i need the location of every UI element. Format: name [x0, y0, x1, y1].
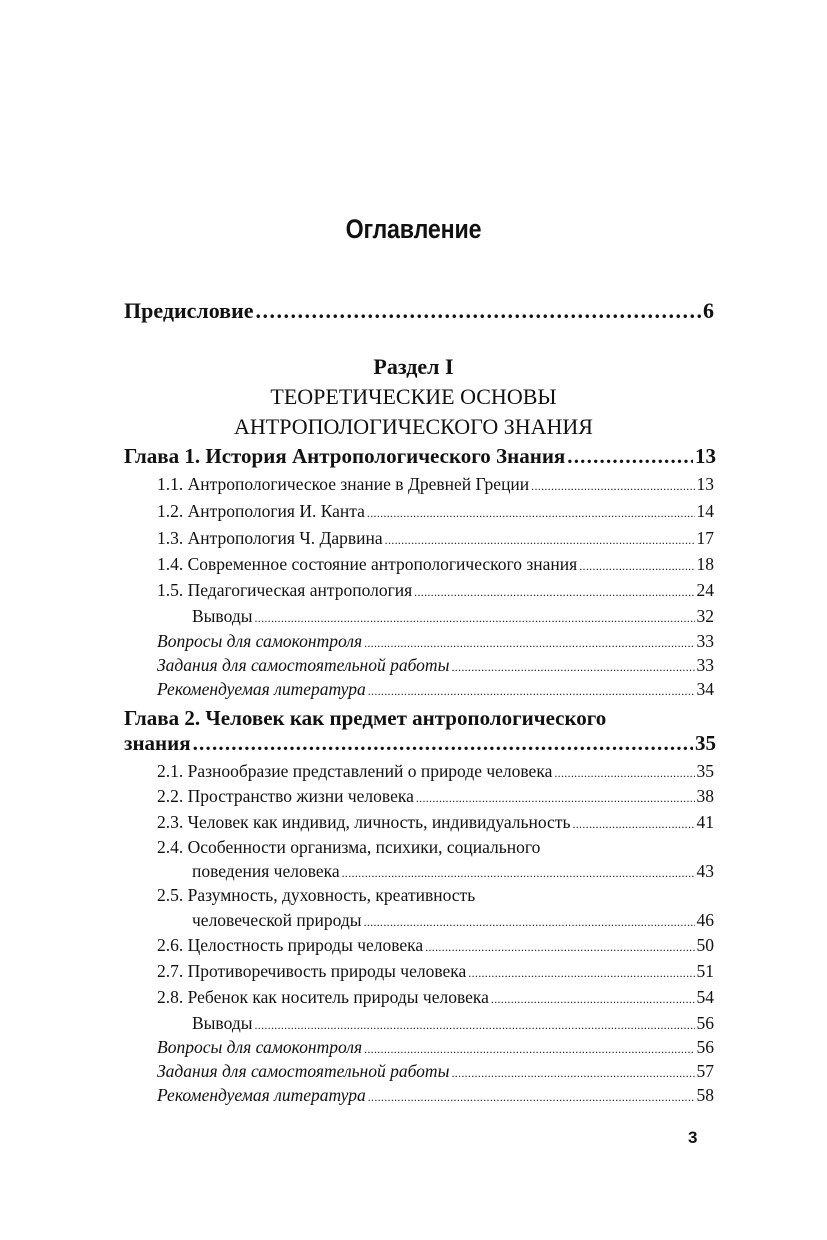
- toc-label: 1.5. Педагогическая антропология: [157, 580, 413, 600]
- dot-leader: [531, 479, 694, 494]
- dot-leader: [193, 731, 693, 756]
- dot-leader: [572, 817, 694, 832]
- toc-entry-2-6[interactable]: [157, 935, 714, 956]
- toc-entry-2-5-line1[interactable]: 2.5. Разумность, духовность, креативность: [157, 885, 476, 905]
- toc-label: Глава 1. История Антропологического Знания: [124, 444, 566, 468]
- toc-label: Рекомендуемая литература: [157, 679, 366, 699]
- dot-leader: [342, 866, 695, 881]
- toc-page-number: 56: [696, 1037, 714, 1057]
- toc-label: Задания для самостоятельной работы: [157, 1061, 450, 1081]
- dot-leader: [368, 684, 695, 699]
- toc-label: Предисловие: [124, 298, 254, 323]
- toc-page-number: 51: [696, 961, 714, 981]
- toc-entry-1-2[interactable]: [157, 501, 714, 522]
- toc-label: человеческой природы: [192, 910, 362, 930]
- section-title-line2: АНТРОПОЛОГИЧЕСКОГО ЗНАНИЯ: [234, 414, 593, 439]
- toc-label: 2.7. Противоречивость природы человека: [157, 961, 467, 981]
- toc-page-number: 6: [703, 298, 714, 323]
- toc-page-number: 41: [696, 812, 714, 832]
- toc-label: поведения человека: [192, 861, 340, 881]
- toc-entry-1-3[interactable]: [157, 528, 714, 549]
- section-number: Раздел I: [373, 354, 454, 379]
- toc-label: 2.2. Пространство жизни человека: [157, 786, 414, 806]
- toc-entry-ch1-conclusions[interactable]: [192, 606, 714, 627]
- toc-entry-ch2-questions[interactable]: [157, 1037, 714, 1058]
- dot-leader: [368, 1090, 695, 1105]
- toc-label: Вопросы для самоконтроля: [157, 1037, 363, 1057]
- section-title-line1: ТЕОРЕТИЧЕСКИЕ ОСНОВЫ: [270, 384, 557, 409]
- toc-label: Выводы: [192, 606, 253, 626]
- dot-leader: [367, 506, 695, 521]
- toc-page-number: 58: [696, 1085, 714, 1105]
- section-heading: [0, 352, 827, 442]
- toc-entry-ch2-tasks[interactable]: [157, 1061, 714, 1082]
- toc-entry-ch2-literature[interactable]: [157, 1085, 714, 1106]
- toc-label: Задания для самостоятельной работы: [157, 655, 450, 675]
- dot-leader: [385, 533, 695, 548]
- toc-label: 2.6. Целостность природы человека: [157, 935, 424, 955]
- dot-leader: [364, 636, 694, 651]
- toc-page-number: 54: [696, 987, 714, 1007]
- dot-leader: [414, 585, 694, 600]
- dot-leader: [451, 1066, 694, 1081]
- toc-entry-ch2-conclusions[interactable]: [192, 1013, 714, 1034]
- toc-entry-1-4[interactable]: [157, 554, 714, 575]
- dot-leader: [425, 940, 694, 955]
- toc-page-number: 33: [696, 655, 714, 675]
- toc-entry-2-5[interactable]: [192, 910, 714, 931]
- toc-page-number: 17: [696, 528, 714, 548]
- dot-leader: [579, 559, 694, 574]
- toc-label: Рекомендуемая литература: [157, 1085, 366, 1105]
- toc-entry-1-1[interactable]: [157, 474, 714, 495]
- toc-entry-2-8[interactable]: [157, 987, 714, 1008]
- toc-page-number: 56: [696, 1013, 714, 1033]
- toc-entry-ch1-questions[interactable]: [157, 631, 714, 652]
- toc-page-number: 43: [696, 861, 714, 881]
- toc-entry-2-7[interactable]: [157, 961, 714, 982]
- dot-leader: [451, 660, 694, 675]
- toc-page-number: 35: [696, 761, 714, 781]
- dot-leader: [254, 1018, 694, 1033]
- toc-page-number: 14: [696, 501, 714, 521]
- dot-leader: [364, 915, 695, 930]
- dot-leader: [256, 298, 701, 324]
- toc-page-number: 38: [696, 786, 714, 806]
- toc-page-number: 32: [696, 606, 714, 626]
- toc-entry-1-5[interactable]: [157, 580, 714, 601]
- toc-page-number: 13: [696, 474, 714, 494]
- toc-page-number: 33: [696, 631, 714, 651]
- page-title: Оглавление: [345, 214, 482, 244]
- toc-label: 2.1. Разнообразие представлений о природе человека: [157, 761, 553, 781]
- page-folio: 3: [688, 1128, 698, 1147]
- toc-page-number: 24: [696, 580, 714, 600]
- toc-entry-2-3[interactable]: [157, 812, 714, 833]
- toc-page-number: 50: [696, 935, 714, 955]
- toc-entry-2-2[interactable]: [157, 786, 714, 807]
- toc-page-number: 46: [696, 910, 714, 930]
- toc-entry-chapter-2[interactable]: [124, 731, 716, 756]
- dot-leader: [254, 611, 694, 626]
- dot-leader: [468, 966, 694, 981]
- toc-entry-2-4-line1[interactable]: 2.4. Особенности организма, психики, социального: [157, 837, 541, 857]
- toc-label: 1.3. Антропология Ч. Дарвина: [157, 528, 383, 548]
- toc-entry-chapter-2-line1[interactable]: Глава 2. Человек как предмет антропологического: [124, 706, 607, 730]
- toc-label: 1.1. Антропологическое знание в Древней Греции: [157, 474, 530, 494]
- toc-label: 2.8. Ребенок как носитель природы человека: [157, 987, 489, 1007]
- toc-label: Вопросы для самоконтроля: [157, 631, 363, 651]
- toc-page-number: 57: [696, 1061, 714, 1081]
- toc-label: знания: [124, 731, 191, 755]
- toc-entry-2-1[interactable]: [157, 761, 714, 782]
- toc-page-number: 13: [695, 444, 716, 468]
- toc-entry-ch1-literature[interactable]: [157, 679, 714, 700]
- toc-page-number: 35: [695, 731, 716, 755]
- dot-leader: [416, 791, 695, 806]
- toc-label: Выводы: [192, 1013, 253, 1033]
- toc-label: 1.4. Современное состояние антропологического знания: [157, 554, 578, 574]
- toc-entry-ch1-tasks[interactable]: [157, 655, 714, 676]
- toc-label: 2.3. Человек как индивид, личность, индивидуальность: [157, 812, 571, 832]
- dot-leader: [554, 766, 694, 781]
- toc-entry-2-4[interactable]: [192, 861, 714, 882]
- toc-entry-chapter-1[interactable]: [124, 444, 716, 469]
- dot-leader: [364, 1042, 694, 1057]
- dot-leader: [491, 992, 695, 1007]
- toc-page-number: 18: [696, 554, 714, 574]
- toc-entry-preface[interactable]: [124, 298, 714, 324]
- dot-leader: [567, 444, 693, 469]
- toc-label: 1.2. Антропология И. Канта: [157, 501, 365, 521]
- toc-page-number: 34: [696, 679, 714, 699]
